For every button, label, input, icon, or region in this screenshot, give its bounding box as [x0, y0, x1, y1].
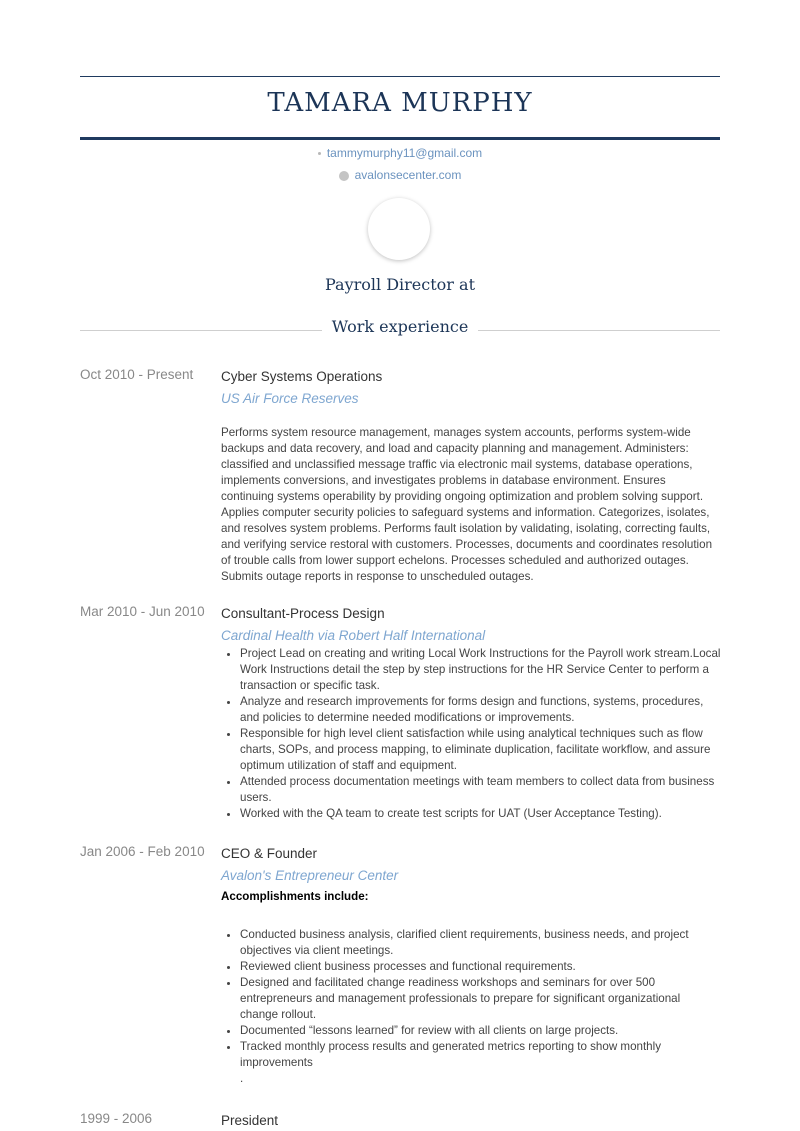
trailing-text: .: [240, 1072, 244, 1085]
job-intro: Accomplishments include:: [221, 890, 369, 903]
job-company: Avalon's Entrepreneur Center: [221, 868, 399, 883]
list-item: • Worked with the QA team to create test scripts for UAT (User Acceptance Testing).: [240, 806, 721, 822]
candidate-name: TAMARA MURPHY: [267, 88, 533, 118]
job-company: Cardinal Health via Robert Half International: [221, 628, 486, 643]
email-link[interactable]: tammymurphy11@gmail.com: [326, 146, 483, 160]
job-role: CEO & Founder: [221, 846, 318, 861]
website-row: [80, 168, 720, 182]
list-item: • Reviewed client business processes and functional requirements.: [240, 959, 721, 975]
list-item: • Documented “lessons learned” for review with all clients on large projects.: [240, 1023, 721, 1039]
job-company: US Air Force Reserves: [221, 391, 359, 406]
list-item: • Attended process documentation meetings with team members to collect data from business users.: [240, 774, 721, 806]
dot-icon: [318, 152, 321, 155]
website-link[interactable]: avalonsecenter.com: [354, 168, 462, 182]
section-work-experience: [80, 316, 720, 338]
list-item: • Designed and facilitated change readiness workshops and seminars for over 500 entrepreneurs and management professionals to prepare for significant organizational change rollout.: [240, 975, 721, 1023]
globe-icon: [339, 171, 349, 181]
job-date: 1999 - 2006: [80, 1111, 153, 1126]
avatar: [368, 198, 430, 260]
list-item: • Analyze and research improvements for forms design and functions, systems, procedures, and policies to determine needed modifications or improvements.: [240, 694, 721, 726]
email-row: [80, 146, 720, 160]
list-item: • Project Lead on creating and writing Local Work Instructions for the Payroll work stream.Local Work Instructions detail the step by step instructions for the HR Service Center to perform a transaction or specific task.: [240, 646, 721, 694]
job-date: Jan 2006 - Feb 2010: [80, 844, 205, 859]
list-item: • Conducted business analysis, clarified client requirements, business needs, and project objectives via client meetings.: [240, 927, 721, 959]
top-rule: [80, 76, 720, 77]
section-title: Work experience: [331, 317, 469, 336]
job-role: Consultant-Process Design: [221, 606, 385, 621]
job-role: President: [221, 1113, 279, 1128]
job-date: Mar 2010 - Jun 2010: [80, 604, 205, 619]
list-item: • Tracked monthly process results and generated metrics reporting to show monthly improvements: [240, 1039, 721, 1071]
name-underline: [80, 137, 720, 140]
job-bullets: [221, 646, 721, 822]
list-item: • Responsible for high level client satisfaction while using analytical techniques such as flow charts, SOPs, and process mapping, to eliminate duplication, facilitate workflow, and assure optimum utilization of staff and equipment.: [240, 726, 721, 774]
job-date: Oct 2010 - Present: [80, 367, 194, 382]
job-description: Performs system resource management, manages system accounts, performs system-wide backups and data recovery, and load and capacity planning and management. Administers: classified and unclassified message traffic via electronic mail systems, database operations, implements conversions, and investigates problems in database environment. Ensures continuing systems operability by providing ongoing optimization and problem solving support. Applies computer security policies to safeguard systems and information. Categorizes, isolates, and resolves system problems. Performs fault isolation by validating, isolating, correcting faults, and verifying service restoral with customers. Processes, documents and coordinates resolution of trouble calls from lower support echelons. Processes scheduled and authorized outages. Submits outage reports in response to unscheduled outages.: [221, 426, 713, 583]
job-role: Cyber Systems Operations: [221, 369, 383, 384]
job-bullets: [221, 927, 721, 1071]
headline: Payroll Director at: [324, 275, 475, 294]
